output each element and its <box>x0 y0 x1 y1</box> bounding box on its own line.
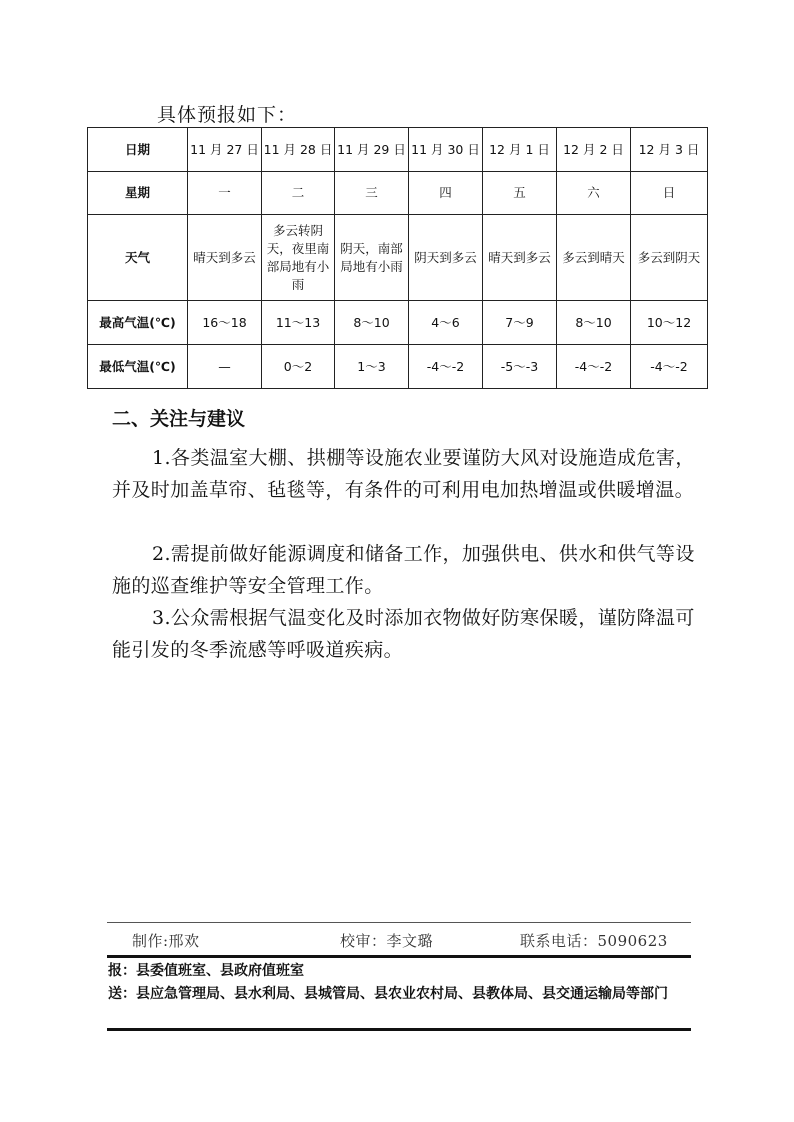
weekday-cell: 四 <box>409 172 483 215</box>
weekday-cell: 三 <box>335 172 409 215</box>
weather-cell: 阴天，南部局地有小雨 <box>335 215 409 301</box>
footer-bottom-divider <box>107 1028 691 1031</box>
reviewer-text: 校审：李文璐 <box>340 932 434 950</box>
low-temp-cell: -5～-3 <box>483 345 557 389</box>
high-temp-cell: 11～13 <box>262 301 335 345</box>
intro-text: 具体预报如下： <box>157 104 298 126</box>
row-label-low-temp: 最低气温(℃) <box>88 345 188 389</box>
low-temp-cell: -4～-2 <box>631 345 708 389</box>
weather-cell: 多云转阴天，夜里南部局地有小雨 <box>262 215 335 301</box>
row-label-high-temp: 最高气温(℃) <box>88 301 188 345</box>
report-label: 报： <box>108 963 136 979</box>
weekday-cell: 二 <box>262 172 335 215</box>
date-cell: 12 月 1 日 <box>483 128 557 172</box>
send-recipients: 县应急管理局、县水利局、县城管局、县农业农村局、县教体局、县交通运输局等部门 <box>136 986 668 1002</box>
high-temp-cell: 10～12 <box>631 301 708 345</box>
date-cell: 11 月 28 日 <box>262 128 335 172</box>
date-cell: 11 月 27 日 <box>188 128 262 172</box>
phone-text: 联系电话：5090623 <box>520 932 668 950</box>
advice-paragraph-2: 2.需提前做好能源调度和储备工作，加强供电、供水和供气等设施的巡查维护等安全管理工作。 <box>112 543 695 597</box>
row-label-date: 日期 <box>88 128 188 172</box>
footer-divider-thick <box>107 955 691 958</box>
section-title: 二、关注与建议 <box>112 408 246 430</box>
high-temp-cell: 7～9 <box>483 301 557 345</box>
weather-cell: 晴天到多云 <box>483 215 557 301</box>
table-row-date <box>88 128 708 172</box>
weather-cell: 多云到晴天 <box>557 215 631 301</box>
row-label-weekday: 星期 <box>88 172 188 215</box>
send-label: 送： <box>108 986 136 1002</box>
table-row-high-temp <box>88 301 708 345</box>
footer-top-divider <box>107 922 691 923</box>
low-temp-cell: -4～-2 <box>409 345 483 389</box>
send-line <box>108 984 693 1005</box>
weekday-cell: 日 <box>631 172 708 215</box>
table-row-weather <box>88 215 708 301</box>
weather-cell: 晴天到多云 <box>188 215 262 301</box>
weather-cell: 多云到阴天 <box>631 215 708 301</box>
date-cell: 12 月 2 日 <box>557 128 631 172</box>
low-temp-cell: 0～2 <box>262 345 335 389</box>
report-recipients: 县委值班室、县政府值班室 <box>136 963 304 979</box>
date-cell: 11 月 29 日 <box>335 128 409 172</box>
forecast-table <box>87 127 708 389</box>
table-row-low-temp <box>88 345 708 389</box>
low-temp-cell: 1～3 <box>335 345 409 389</box>
report-line <box>108 961 693 982</box>
high-temp-cell: 8～10 <box>557 301 631 345</box>
date-cell: 11 月 30 日 <box>409 128 483 172</box>
maker-text: 制作:邢欢 <box>132 932 200 950</box>
weekday-cell: 五 <box>483 172 557 215</box>
weekday-cell: 六 <box>557 172 631 215</box>
row-label-weather: 天气 <box>88 215 188 301</box>
low-temp-cell: -4～-2 <box>557 345 631 389</box>
high-temp-cell: 8～10 <box>335 301 409 345</box>
weather-cell: 阴天到多云 <box>409 215 483 301</box>
low-temp-cell: — <box>188 345 262 389</box>
advice-paragraph-1: 1.各类温室大棚、拱棚等设施农业要谨防大风对设施造成危害，并及时加盖草帘、毡毯等，有条件的可利用电加热增温或供暖增温。 <box>112 447 695 501</box>
high-temp-cell: 4～6 <box>409 301 483 345</box>
high-temp-cell: 16～18 <box>188 301 262 345</box>
weekday-cell: 一 <box>188 172 262 215</box>
table-row-weekday <box>88 172 708 215</box>
advice-paragraph-3: 3.公众需根据气温变化及时添加衣物做好防寒保暖，谨防降温可能引发的冬季流感等呼吸道疾病。 <box>112 607 695 661</box>
date-cell: 12 月 3 日 <box>631 128 708 172</box>
